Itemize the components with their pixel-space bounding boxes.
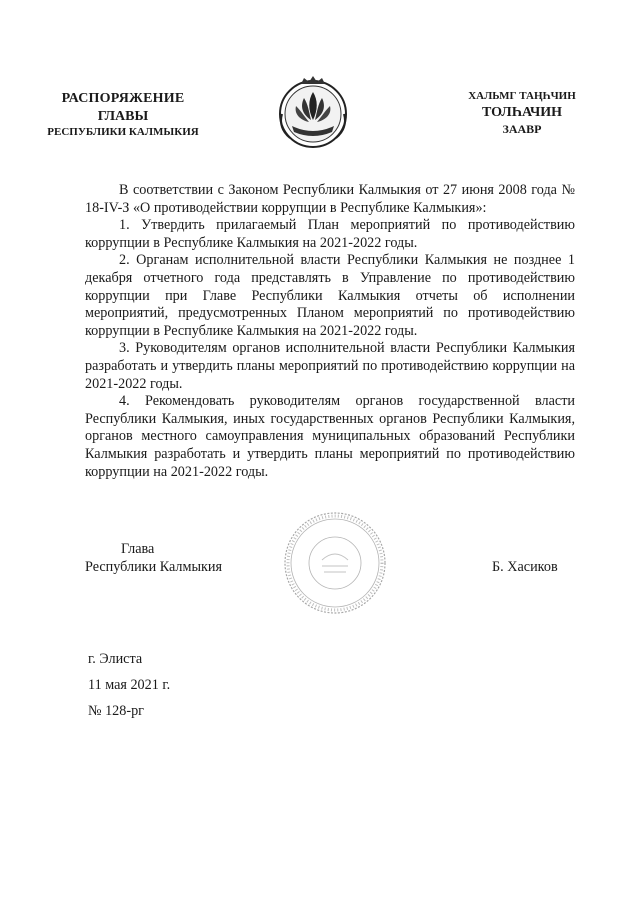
header-left-line3: РЕСПУБЛИКИ КАЛМЫКИЯ: [47, 126, 199, 138]
header-right-line1: ХАЛЬМГ ТАҢҺЧИН: [468, 90, 576, 102]
document-footer: [88, 646, 170, 724]
item-2: 2. Органам исполнительной власти Республики Калмыкия не позднее 1 декабря отчетного года представлять в Управление по противодействию коррупции при Главе Республики Калмыкия отчеты об исполнении мероприятий, предусмотренных Планом мероприятий по противодействию коррупции в Республике Калмыкия на 2021-2022 годы.: [85, 252, 575, 339]
header-right-line2: ТОЛҺАЧИН: [481, 104, 563, 120]
intro-paragraph: В соответствии с Законом Республики Калмыкия от 27 июня 2008 года № 18-IV-З «О противодействии коррупции в Республике Калмыкия»:: [85, 182, 575, 216]
signatory-title-line1: Глава: [121, 541, 155, 557]
footer-number: № 128-рг: [88, 703, 145, 719]
header-left-line1: РАСПОРЯЖЕНИЕ: [61, 91, 185, 106]
item-3: 3. Руководителям органов исполнительной власти Республики Калмыкия разработать и утвердить планы мероприятий по противодействию коррупции на 2021-2022 годы.: [85, 340, 575, 392]
header-right: [432, 90, 612, 137]
signatory-title: [85, 540, 222, 576]
header-left-line2: ГЛАВЫ: [97, 108, 149, 124]
header-left: [28, 90, 218, 140]
footer-date: 11 мая 2021 г.: [88, 677, 171, 693]
header-right-line3: ЗААВР: [502, 122, 542, 137]
item-1: 1. Утвердить прилагаемый План мероприятий по противодействию коррупции в Республике Калмыкия на 2021-2022 годы.: [85, 217, 575, 251]
official-seal-stamp-icon: [282, 510, 388, 616]
coat-of-arms-emblem-icon: [274, 74, 352, 152]
document-body: [85, 182, 575, 481]
footer-city: г. Элиста: [88, 651, 143, 667]
signatory-title-line2: Республики Калмыкия: [85, 559, 223, 575]
item-4: 4. Рекомендовать руководителям органов государственной власти Республики Калмыкия, иных государственных органов Республики Калмыкия, органов местного самоуправления муниципальных образований Республики Калмыкия разработать и утвердить планы мероприятий по противодействию коррупции на 2021-2022 годы.: [85, 393, 575, 480]
signatory-name: Б. Хасиков: [492, 559, 558, 575]
